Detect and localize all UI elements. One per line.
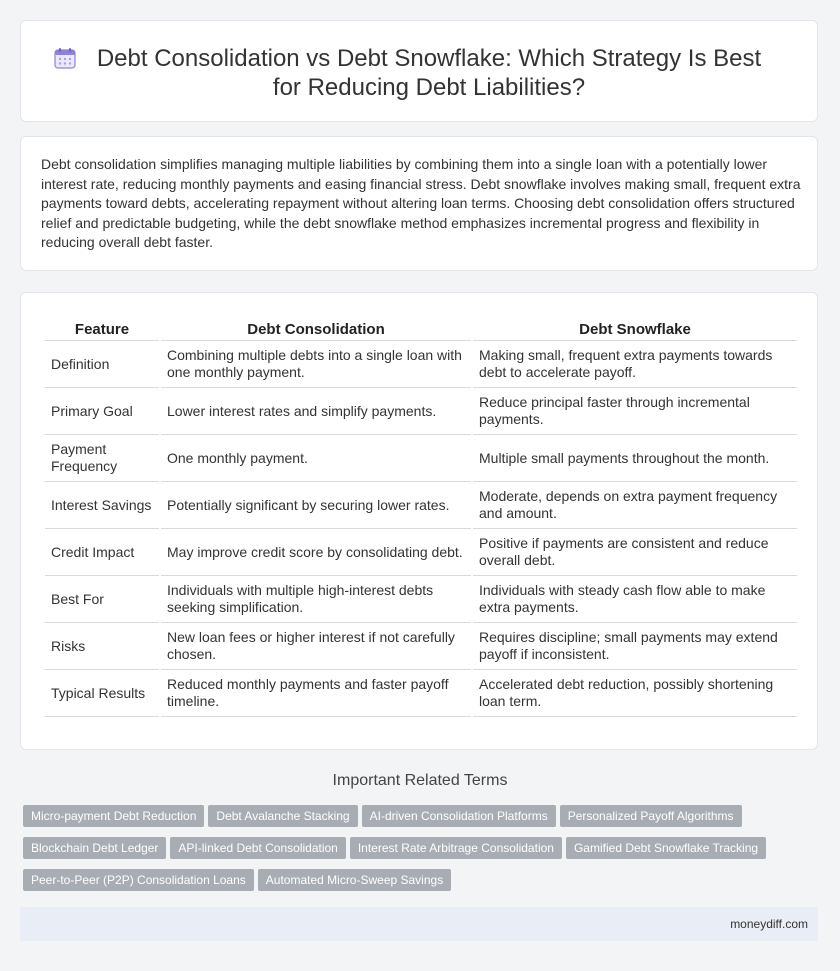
related-terms-title: Important Related Terms [332, 772, 508, 789]
consolidation-cell: Potentially significant by securing lower rates. [161, 482, 471, 529]
snowflake-cell: Requires discipline; small payments may extend payoff if inconsistent. [473, 623, 797, 670]
page-title: Debt Consolidation vs Debt Snowflake: Which Strategy Is Best for Reducing Debt Liabilities? [96, 45, 762, 101]
related-term-tag[interactable]: API-linked Debt Consolidation [170, 837, 345, 859]
related-terms-list [23, 805, 813, 901]
table-row [45, 623, 797, 670]
table-row [45, 670, 797, 717]
related-term-tag[interactable]: Micro-payment Debt Reduction [23, 805, 204, 827]
table-row [45, 388, 797, 435]
consolidation-cell: Reduced monthly payments and faster payoff timeline. [161, 670, 471, 717]
consolidation-cell: One monthly payment. [161, 435, 471, 482]
consolidation-cell: Lower interest rates and simplify payments. [161, 388, 471, 435]
related-term-tag[interactable]: Personalized Payoff Algorithms [560, 805, 742, 827]
table-row [45, 435, 797, 482]
snowflake-cell: Accelerated debt reduction, possibly shortening loan term. [473, 670, 797, 717]
snowflake-cell: Positive if payments are consistent and reduce overall debt. [473, 529, 797, 576]
consolidation-cell: New loan fees or higher interest if not carefully chosen. [161, 623, 471, 670]
feature-cell: Interest Savings [45, 482, 159, 529]
related-term-tag[interactable]: Blockchain Debt Ledger [23, 837, 166, 859]
intro-paragraph: Debt consolidation simplifies managing multiple liabilities by combining them into a single loan with a potentially lower interest rate, reducing monthly payments and easing financial stress. Debt snowflake involves making small, frequent extra payments toward debts, accelerating repayment without altering loan terms. Choosing debt consolidation offers structured relief and predictable budgeting, while the debt snowflake method emphasizes incremental progress and flexibility in reducing overall debt faster. [41, 156, 801, 250]
comparison-table [43, 315, 799, 717]
header-debt-consolidation: Debt Consolidation [161, 315, 471, 341]
table-row [45, 576, 797, 623]
site-credit-link[interactable]: moneydiff.com [730, 917, 808, 931]
feature-cell: Best For [45, 576, 159, 623]
header-feature: Feature [45, 315, 159, 341]
snowflake-cell: Reduce principal faster through incremental payments. [473, 388, 797, 435]
snowflake-cell: Moderate, depends on extra payment frequency and amount. [473, 482, 797, 529]
feature-cell: Credit Impact [45, 529, 159, 576]
table-row [45, 341, 797, 388]
related-term-tag[interactable]: Peer-to-Peer (P2P) Consolidation Loans [23, 869, 254, 891]
header-debt-snowflake: Debt Snowflake [473, 315, 797, 341]
related-term-tag[interactable]: Gamified Debt Snowflake Tracking [566, 837, 766, 859]
related-term-tag[interactable]: Interest Rate Arbitrage Consolidation [350, 837, 562, 859]
intro-card [20, 136, 818, 271]
feature-cell: Payment Frequency [45, 435, 159, 482]
related-term-tag[interactable]: Automated Micro-Sweep Savings [258, 869, 451, 891]
snowflake-cell: Making small, frequent extra payments towards debt to accelerate payoff. [473, 341, 797, 388]
table-row [45, 482, 797, 529]
comparison-card [20, 292, 818, 750]
consolidation-cell: Individuals with multiple high-interest debts seeking simplification. [161, 576, 471, 623]
feature-cell: Definition [45, 341, 159, 388]
footer-bar [20, 907, 818, 941]
snowflake-cell: Multiple small payments throughout the month. [473, 435, 797, 482]
feature-cell: Primary Goal [45, 388, 159, 435]
snowflake-cell: Individuals with steady cash flow able to make extra payments. [473, 576, 797, 623]
title-card [20, 20, 818, 122]
consolidation-cell: Combining multiple debts into a single loan with one monthly payment. [161, 341, 471, 388]
consolidation-cell: May improve credit score by consolidating debt. [161, 529, 471, 576]
related-term-tag[interactable]: Debt Avalanche Stacking [208, 805, 357, 827]
table-header-row [45, 315, 797, 341]
feature-cell: Risks [45, 623, 159, 670]
table-row [45, 529, 797, 576]
feature-cell: Typical Results [45, 670, 159, 717]
related-term-tag[interactable]: AI-driven Consolidation Platforms [362, 805, 556, 827]
